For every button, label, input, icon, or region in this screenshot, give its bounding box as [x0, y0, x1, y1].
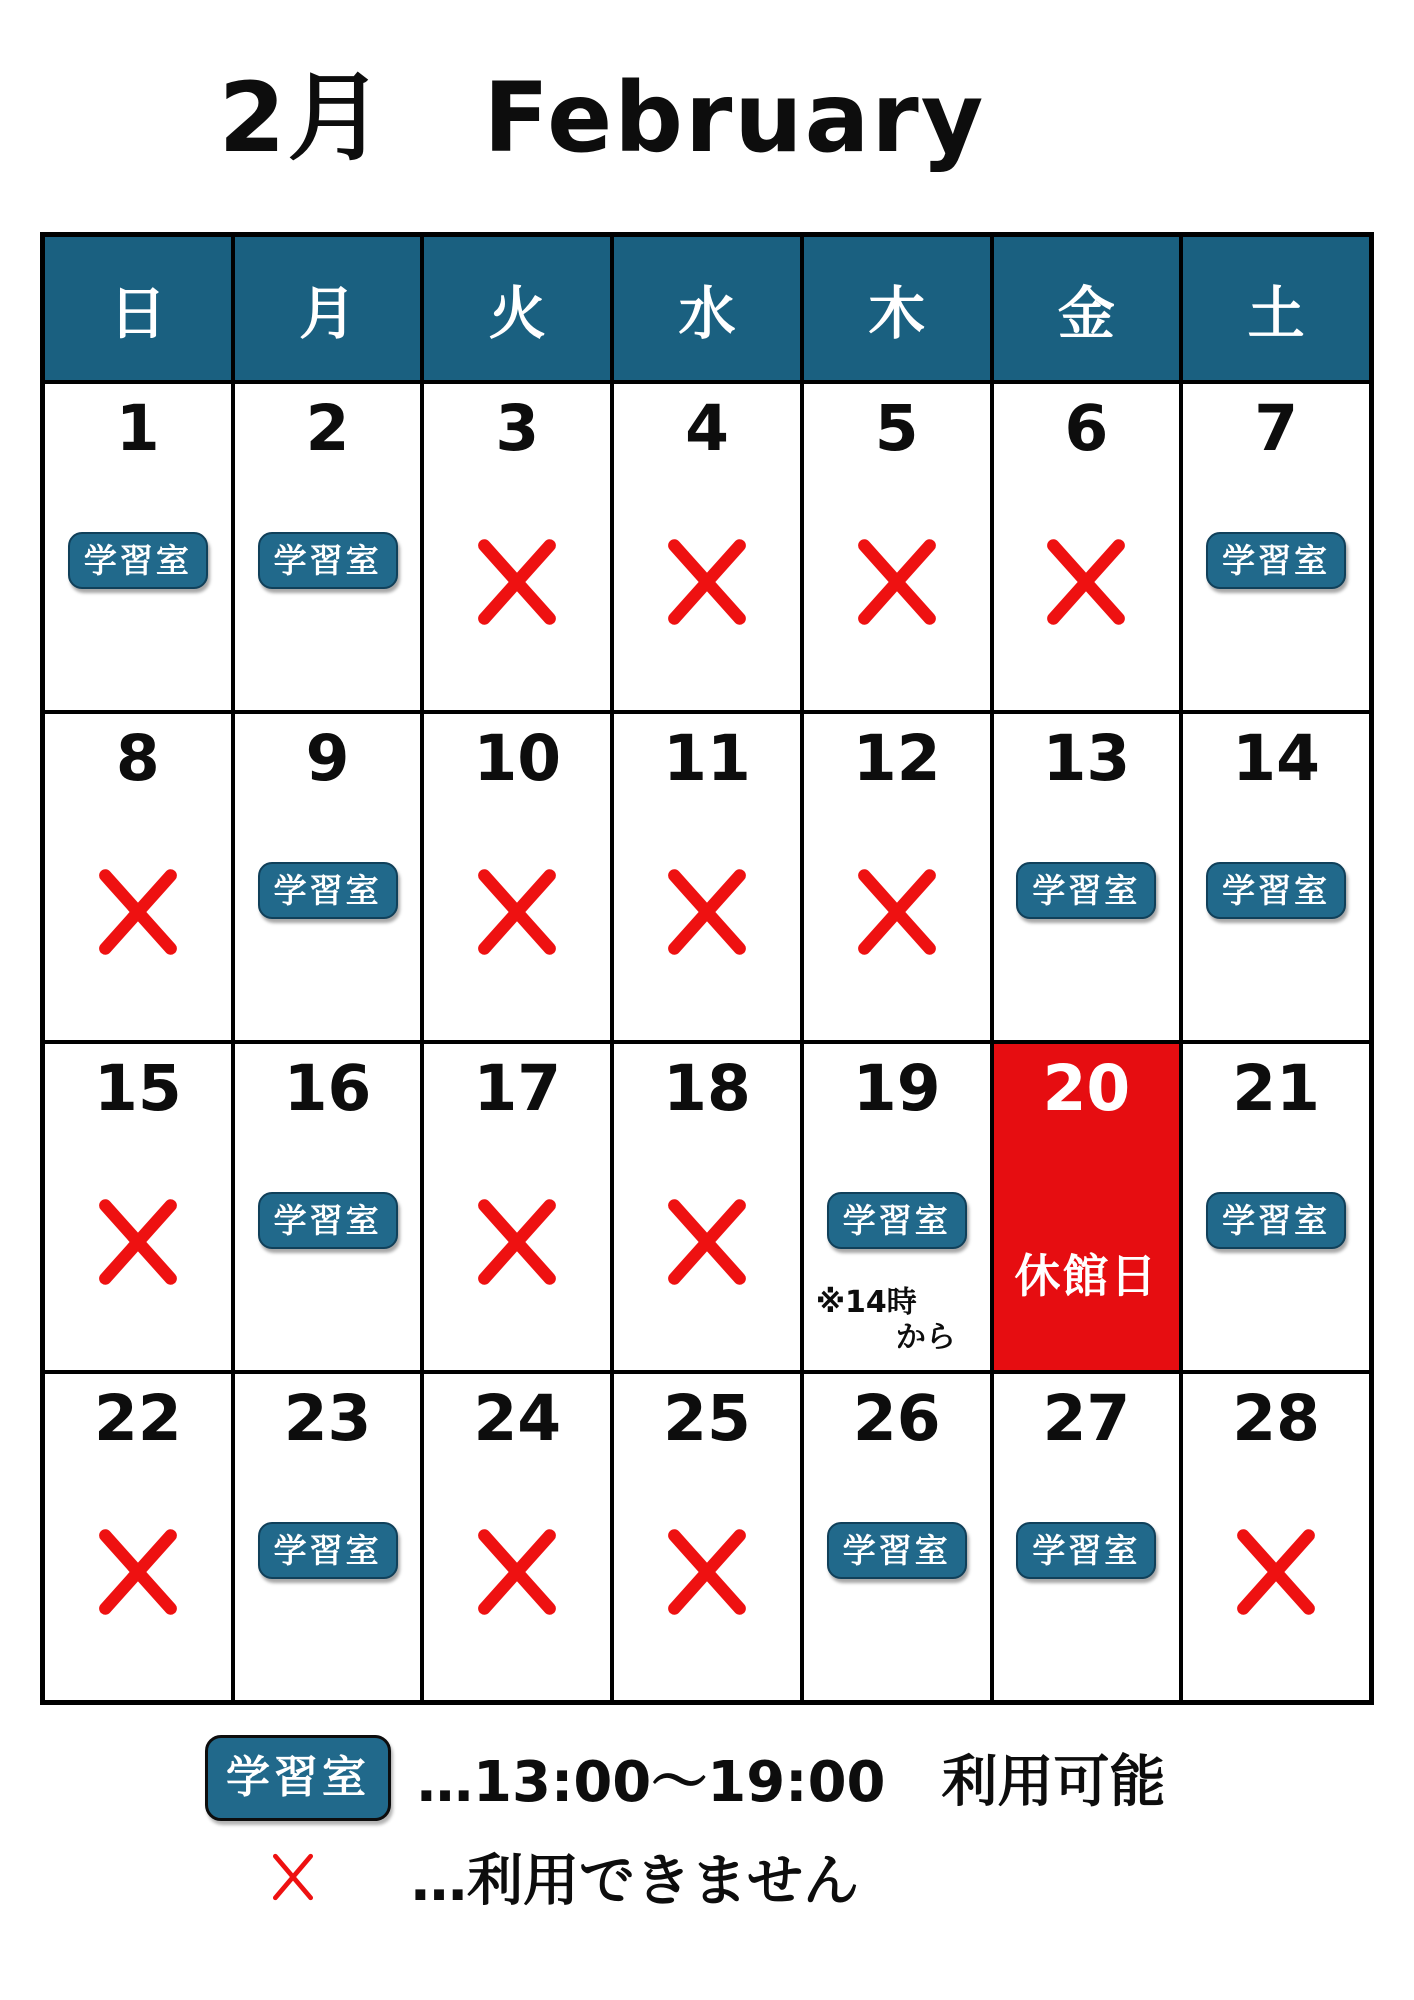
date-number: 5: [874, 392, 919, 465]
study-room-badge: 学習室: [827, 1522, 967, 1579]
x-icon: [90, 1192, 186, 1292]
study-room-badge: 学習室: [205, 1735, 391, 1821]
study-room-badge: 学習室: [1206, 1192, 1346, 1249]
x-icon: [469, 862, 565, 962]
day-cell-3: [422, 382, 612, 712]
day-cell-27: [992, 1372, 1182, 1702]
x-icon: [469, 532, 565, 632]
day-cell-16: [233, 1042, 423, 1372]
day-cell-14: [1181, 712, 1371, 1042]
legend-available-row: [205, 1735, 1166, 1821]
day-cell-5: [802, 382, 992, 712]
day-cell-19: [802, 1042, 992, 1372]
date-number: 10: [473, 722, 562, 795]
weekday-header-3: 水: [612, 235, 802, 382]
date-number: 13: [1042, 722, 1131, 795]
date-number: 6: [1064, 392, 1109, 465]
day-cell-10: [422, 712, 612, 1042]
date-number: 15: [94, 1052, 182, 1125]
day-cell-12: [802, 712, 992, 1042]
x-icon: [469, 1192, 565, 1292]
date-number: 12: [852, 722, 941, 795]
date-number: 4: [685, 392, 729, 465]
x-icon: [659, 1192, 755, 1292]
day-note: [816, 1286, 956, 1354]
date-number: 8: [115, 722, 160, 795]
study-room-badge: 学習室: [827, 1192, 967, 1249]
x-icon: [90, 862, 186, 962]
study-room-badge: 学習室: [258, 862, 398, 919]
date-number: 1: [115, 392, 160, 465]
study-room-badge: 学習室: [258, 1192, 398, 1249]
legend-available-text: …13:00〜19:00 利用可能: [417, 1750, 1166, 1815]
day-note-line2: から: [895, 1320, 956, 1355]
x-icon: [659, 862, 755, 962]
day-cell-28: [1181, 1372, 1371, 1702]
x-icon: [1228, 1522, 1324, 1622]
x-icon: [267, 1844, 319, 1910]
date-number: 17: [473, 1052, 562, 1125]
date-number: 22: [94, 1382, 182, 1455]
date-number: 19: [852, 1052, 941, 1125]
page-title: 2月 February: [218, 62, 986, 174]
date-number: 26: [852, 1382, 941, 1455]
study-room-badge: 学習室: [258, 1522, 398, 1579]
x-icon: [659, 532, 755, 632]
day-cell-9: [233, 712, 423, 1042]
day-cell-15: [43, 1042, 233, 1372]
date-number: 27: [1042, 1382, 1131, 1455]
day-cell-7: [1181, 382, 1371, 712]
weekday-header-0: 日: [43, 235, 233, 382]
day-cell-21: [1181, 1042, 1371, 1372]
date-number: 11: [663, 722, 751, 795]
weekday-header-6: 土: [1181, 235, 1371, 382]
study-room-badge: 学習室: [258, 532, 398, 589]
day-cell-13: [992, 712, 1182, 1042]
date-number: 21: [1232, 1052, 1320, 1125]
date-number: 7: [1254, 392, 1299, 465]
day-note-line1: ※14時: [815, 1285, 917, 1320]
study-room-badge: 学習室: [1206, 532, 1346, 589]
study-room-badge: 学習室: [1016, 1522, 1156, 1579]
date-number: 2: [305, 392, 350, 465]
closed-day-label: 休館日: [1014, 1249, 1159, 1303]
legend-unavailable-row: [205, 1837, 1166, 1917]
day-cell-24: [422, 1372, 612, 1702]
date-number: 14: [1232, 722, 1320, 795]
day-cell-2: [233, 382, 423, 712]
x-icon: [469, 1522, 565, 1622]
date-number: 28: [1232, 1382, 1320, 1455]
x-icon: [849, 532, 945, 632]
x-icon: [659, 1522, 755, 1622]
x-icon: [849, 862, 945, 962]
weekday-header-4: 木: [802, 235, 992, 382]
day-cell-17: [422, 1042, 612, 1372]
weekday-header-2: 火: [422, 235, 612, 382]
day-cell-11: [612, 712, 802, 1042]
day-cell-20: [992, 1042, 1182, 1372]
day-cell-26: [802, 1372, 992, 1702]
day-cell-22: [43, 1372, 233, 1702]
date-number: 23: [283, 1382, 372, 1455]
legend: [205, 1735, 1166, 1917]
day-cell-18: [612, 1042, 802, 1372]
weekday-header-5: 金: [992, 235, 1182, 382]
study-room-badge: 学習室: [68, 532, 208, 589]
calendar-table: [40, 232, 1374, 1705]
date-number: 16: [283, 1052, 372, 1125]
x-icon: [1038, 532, 1134, 632]
date-number: 20: [1042, 1052, 1131, 1125]
date-number: 25: [663, 1382, 751, 1455]
day-cell-8: [43, 712, 233, 1042]
date-number: 9: [305, 722, 350, 795]
day-cell-25: [612, 1372, 802, 1702]
study-room-badge: 学習室: [1016, 862, 1156, 919]
x-icon: [90, 1522, 186, 1622]
day-cell-6: [992, 382, 1182, 712]
day-cell-1: [43, 382, 233, 712]
date-number: 3: [495, 392, 540, 465]
study-room-badge: 学習室: [1206, 862, 1346, 919]
day-cell-4: [612, 382, 802, 712]
date-number: 24: [473, 1382, 562, 1455]
legend-unavailable-text: …利用できません: [411, 1849, 859, 1914]
weekday-header-1: 月: [233, 235, 423, 382]
day-cell-23: [233, 1372, 423, 1702]
date-number: 18: [663, 1052, 751, 1125]
